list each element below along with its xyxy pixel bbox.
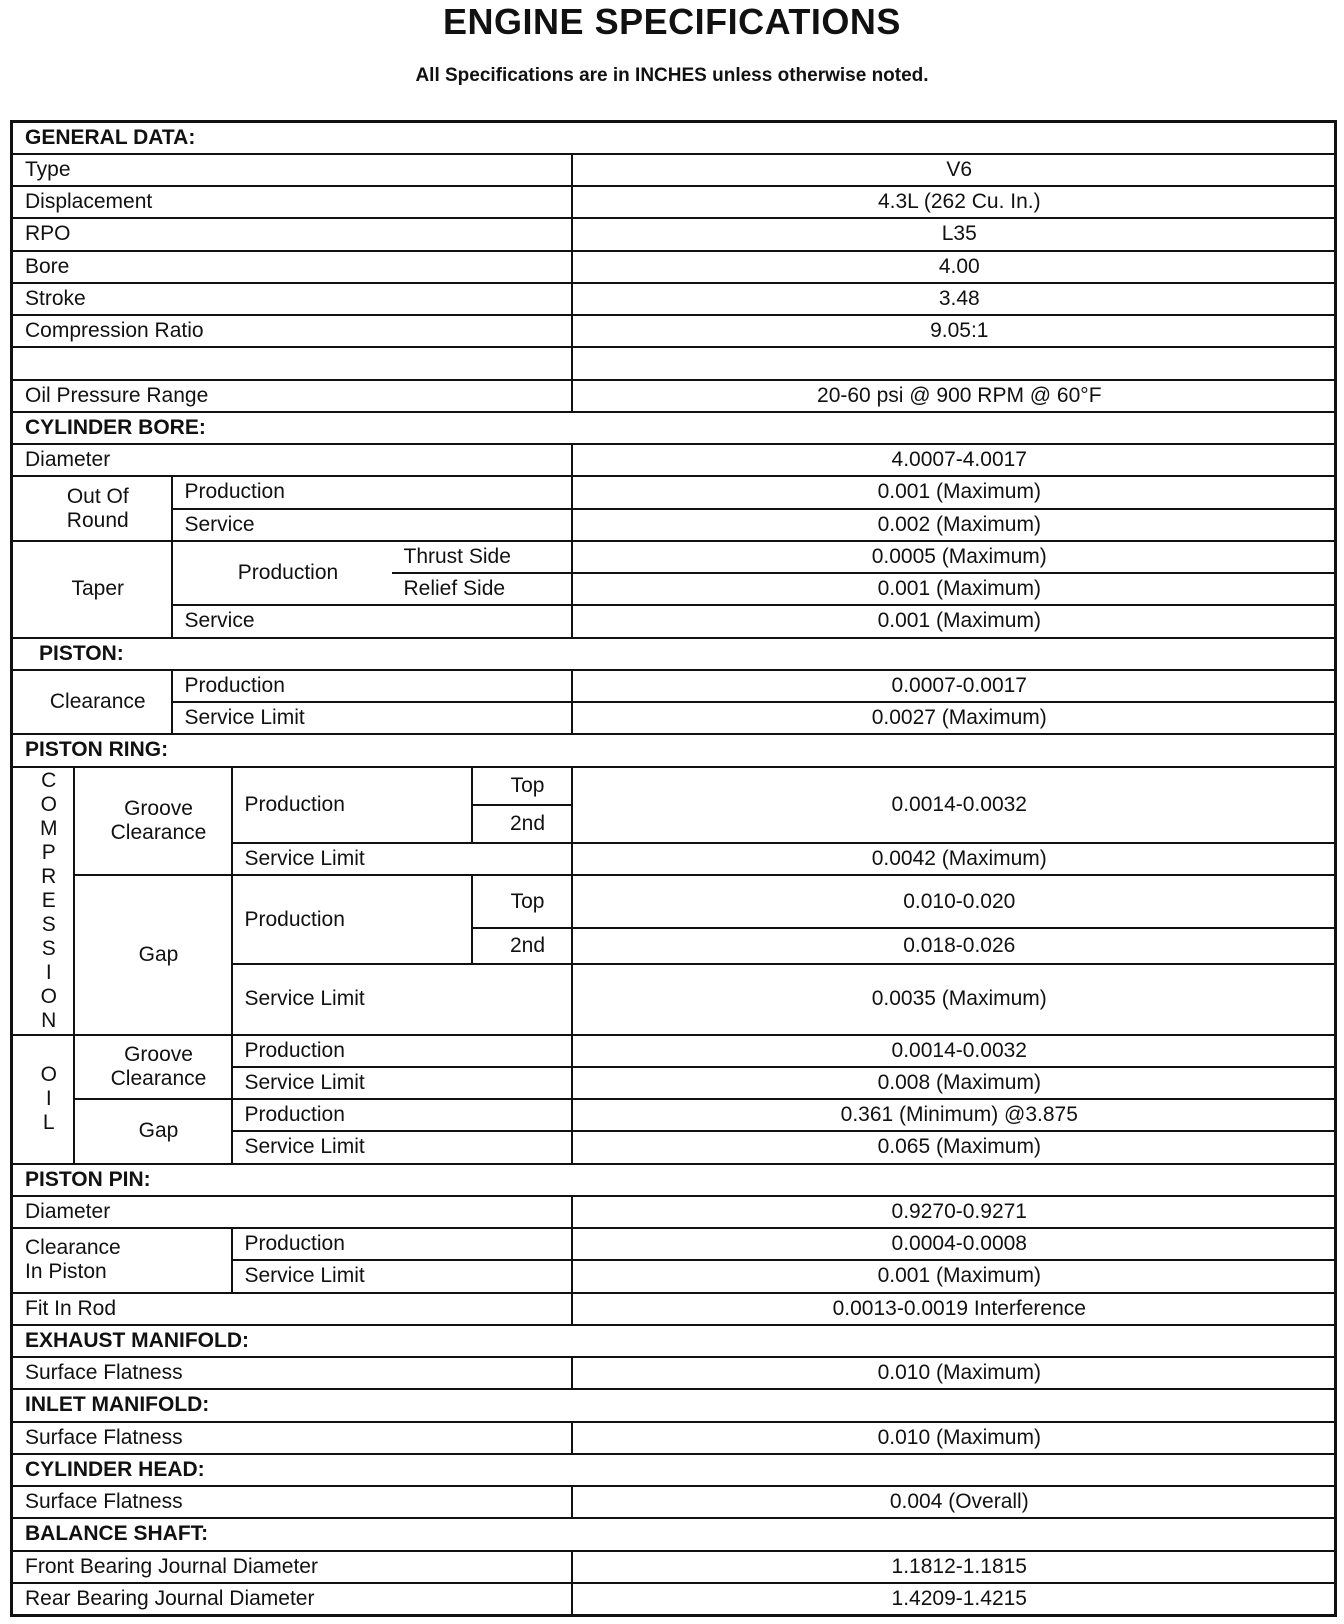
row-label: Service [172, 605, 572, 637]
clearance-in-piston-label [12, 1228, 232, 1293]
label-line: Clearance [110, 820, 207, 844]
table-row [12, 154, 1336, 186]
row-value: 0.0013-0.0019 Interference [572, 1293, 1336, 1325]
table-row [12, 218, 1336, 250]
section-piston-pin [12, 1164, 1336, 1196]
row-value: 0.001 (Maximum) [572, 476, 1336, 508]
row-label: Production [232, 875, 472, 964]
table-row [12, 1293, 1336, 1325]
table-row [12, 315, 1336, 347]
row-value: 0.0004-0.0008 [572, 1228, 1336, 1260]
letter: S [41, 936, 56, 960]
row-label: Surface Flatness [12, 1422, 572, 1454]
taper-production-label: Production [172, 541, 392, 606]
row-value: 0.001 (Maximum) [572, 605, 1336, 637]
empty-row [12, 347, 1336, 379]
row-label: Relief Side [392, 573, 572, 605]
section-cylinder-head [12, 1454, 1336, 1486]
row-value: 0.002 (Maximum) [572, 509, 1336, 541]
table-row [12, 702, 1336, 734]
taper-label: Taper [12, 541, 172, 638]
section-piston [12, 638, 1336, 670]
table-row [12, 1422, 1336, 1454]
row-label: Diameter [12, 1196, 572, 1228]
section-balance-shaft [12, 1518, 1336, 1550]
row-value: 0.001 (Maximum) [572, 1260, 1336, 1292]
row-value: 0.010-0.020 [572, 875, 1336, 927]
empty-cell [12, 347, 572, 379]
letter: L [42, 1111, 55, 1135]
table-row [12, 1035, 1336, 1067]
section-piston-ring [12, 734, 1336, 766]
letter: O [40, 1063, 57, 1087]
section-general [12, 122, 1336, 154]
out-of-round-label [12, 476, 172, 541]
row-value: 0.0027 (Maximum) [572, 702, 1336, 734]
page-subtitle: All Specifications are in INCHES unless otherwise noted. [415, 65, 929, 86]
label-line: Round [66, 508, 129, 532]
row-label: Rear Bearing Journal Diameter [12, 1583, 572, 1616]
row-value: L35 [572, 218, 1336, 250]
row-label: RPO [12, 218, 572, 250]
row-value: 4.00 [572, 251, 1336, 283]
table-row [12, 1583, 1336, 1616]
table-row [12, 1099, 1336, 1131]
letter: P [41, 840, 56, 864]
table-row [12, 541, 1336, 573]
table-row [12, 380, 1336, 412]
row-value: 0.065 (Maximum) [572, 1131, 1336, 1163]
table-row [12, 444, 1336, 476]
row-value: 0.0035 (Maximum) [572, 964, 1336, 1035]
row-label: Oil Pressure Range [12, 380, 572, 412]
groove-clearance-label [74, 767, 232, 876]
section-cylinder-bore [12, 412, 1336, 444]
letter: C [41, 768, 57, 792]
letter: I [45, 960, 52, 984]
row-label: Front Bearing Journal Diameter [12, 1551, 572, 1583]
table-row [12, 186, 1336, 218]
row-sublabel: 2nd [472, 805, 572, 843]
row-value: 4.3L (262 Cu. In.) [572, 186, 1336, 218]
row-label: Service Limit [172, 702, 572, 734]
table-row [12, 1228, 1336, 1260]
row-label: Displacement [12, 186, 572, 218]
engine-spec-table [10, 120, 1337, 1617]
table-row [12, 283, 1336, 315]
letter: N [41, 1008, 57, 1032]
row-label: Service [172, 509, 572, 541]
row-label: Service Limit [232, 843, 572, 875]
section-inlet-manifold [12, 1389, 1336, 1421]
row-value: 0.9270-0.9271 [572, 1196, 1336, 1228]
row-label: Diameter [12, 444, 572, 476]
label-line: Clearance [25, 1236, 121, 1260]
row-sublabel: 2nd [472, 928, 572, 964]
section-exhaust-manifold [12, 1325, 1336, 1357]
label-line: In Piston [25, 1260, 107, 1284]
row-value: 0.018-0.026 [572, 928, 1336, 964]
row-label: Production [172, 670, 572, 702]
row-label: Fit In Rod [12, 1293, 572, 1325]
row-label: Stroke [12, 283, 572, 315]
row-value: 3.48 [572, 283, 1336, 315]
row-label: Production [232, 1099, 572, 1131]
table-row [12, 1551, 1336, 1583]
label-line: Groove [124, 1042, 193, 1066]
row-value: 20-60 psi @ 900 RPM @ 60°F [572, 380, 1336, 412]
label-line: Clearance [110, 1066, 207, 1090]
table-row [12, 1196, 1336, 1228]
section-header: EXHAUST MANIFOLD: [12, 1325, 1336, 1357]
clearance-label: Clearance [12, 670, 172, 735]
row-value: 0.004 (Overall) [572, 1486, 1336, 1518]
row-value: 1.1812-1.1815 [572, 1551, 1336, 1583]
label-line: Groove [124, 796, 193, 820]
row-value: 1.4209-1.4215 [572, 1583, 1336, 1616]
compression-vertical-label [12, 767, 74, 1035]
row-value: 0.361 (Minimum) @3.875 [572, 1099, 1336, 1131]
row-label: Bore [12, 251, 572, 283]
letter: O [40, 984, 57, 1008]
row-label: Production [232, 1228, 572, 1260]
letter: S [41, 912, 56, 936]
table-row [12, 670, 1336, 702]
row-sublabel: Top [472, 767, 572, 805]
section-header: PISTON PIN: [12, 1164, 1336, 1196]
row-label: Production [172, 476, 572, 508]
letter: R [41, 864, 57, 888]
row-label: Service Limit [232, 964, 572, 1035]
row-value: 0.010 (Maximum) [572, 1357, 1336, 1389]
row-label: Surface Flatness [12, 1357, 572, 1389]
row-label: Service Limit [232, 1067, 572, 1099]
section-header: BALANCE SHAFT: [12, 1518, 1336, 1550]
row-label: Thrust Side [392, 541, 572, 573]
row-value: 0.0005 (Maximum) [572, 541, 1336, 573]
row-label: Surface Flatness [12, 1486, 572, 1518]
row-label: Service Limit [232, 1131, 572, 1163]
oil-gap-label: Gap [74, 1099, 232, 1164]
section-header: GENERAL DATA: [12, 122, 1336, 154]
row-label: Production [232, 767, 472, 844]
table-row [12, 767, 1336, 805]
label-line: Out Of [66, 484, 129, 508]
section-header: PISTON: [12, 638, 1336, 670]
row-value: 0.001 (Maximum) [572, 573, 1336, 605]
section-header: PISTON RING: [12, 734, 1336, 766]
table-row [12, 476, 1336, 508]
oil-vertical-label [12, 1035, 74, 1164]
oil-groove-clearance-label [74, 1035, 232, 1100]
row-value: 0.008 (Maximum) [572, 1067, 1336, 1099]
section-header: CYLINDER BORE: [12, 412, 1336, 444]
row-value: 0.010 (Maximum) [572, 1422, 1336, 1454]
letter: O [40, 792, 57, 816]
page-title: ENGINE SPECIFICATIONS [443, 1, 901, 42]
section-header: CYLINDER HEAD: [12, 1454, 1336, 1486]
empty-cell [572, 347, 1336, 379]
row-value: 0.0007-0.0017 [572, 670, 1336, 702]
gap-label: Gap [74, 875, 232, 1034]
table-row [12, 605, 1336, 637]
row-value: 4.0007-4.0017 [572, 444, 1336, 476]
row-value: 0.0042 (Maximum) [572, 843, 1336, 875]
table-row [12, 1357, 1336, 1389]
row-value: V6 [572, 154, 1336, 186]
row-sublabel: Top [472, 875, 572, 927]
letter: I [45, 1087, 52, 1111]
letter: M [40, 816, 58, 840]
row-label: Type [12, 154, 572, 186]
row-value: 9.05:1 [572, 315, 1336, 347]
row-value: 0.0014-0.0032 [572, 1035, 1336, 1067]
table-row [12, 1486, 1336, 1518]
row-label: Compression Ratio [12, 315, 572, 347]
section-header: INLET MANIFOLD: [12, 1389, 1336, 1421]
table-row [12, 509, 1336, 541]
letter: E [41, 888, 56, 912]
row-label: Service Limit [232, 1260, 572, 1292]
row-value: 0.0014-0.0032 [572, 767, 1336, 844]
table-row [12, 251, 1336, 283]
table-row [12, 875, 1336, 927]
row-label: Production [232, 1035, 572, 1067]
